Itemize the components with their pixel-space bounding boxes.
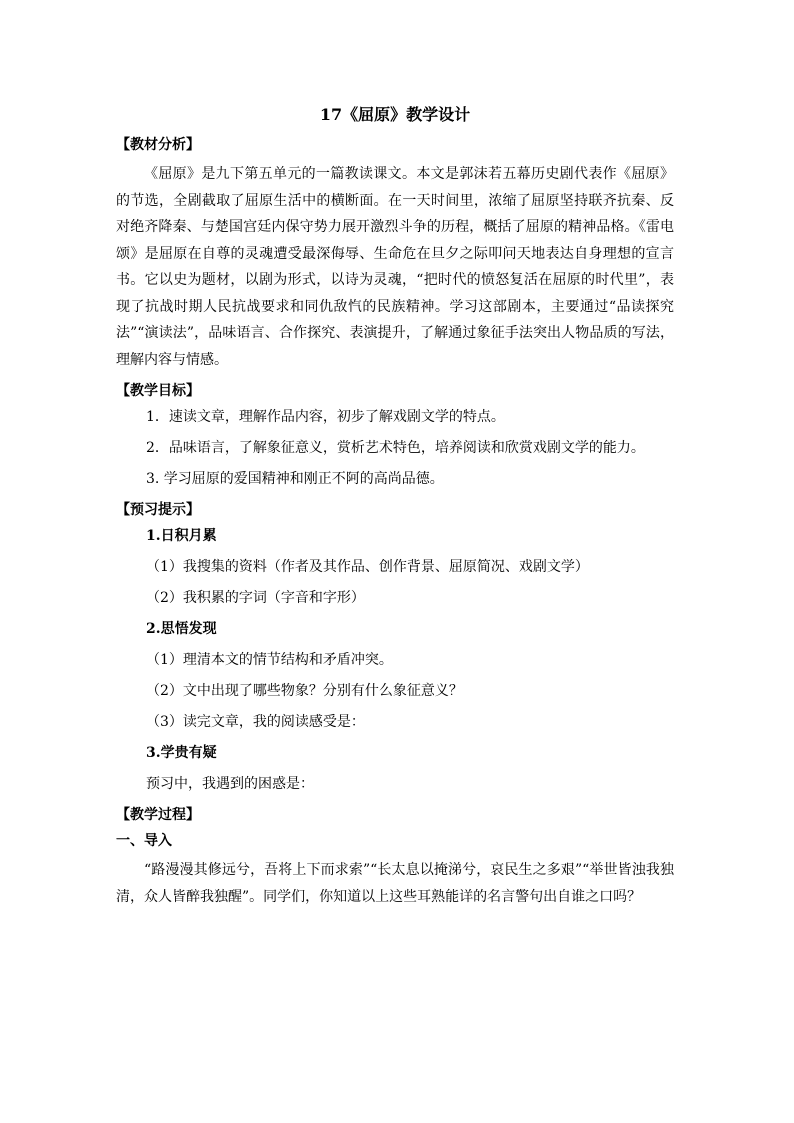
goal-item: 2．品味语言，了解象征意义，赏析艺术特色，培养阅读和欣赏戏剧文学的能力。	[146, 440, 645, 456]
preview-item: （2）文中出现了哪些物象？分别有什么象征意义？	[146, 683, 463, 699]
analysis-paragraph: 《屈原》是九下第五单元的一篇教读课文。本文是郭沫若五幕历史剧代表作《屈原》的节选，全剧截取了屈原生活中的横断面。在一天时间里，浓缩了屈原坚持联齐抗秦、反对绝齐降秦、与楚国宫廷内保守势力展开激烈斗争的历程，概括了屈原的精神品格。《雷电颂》是屈原在自尊的灵魂遭受最深侮辱、生命危在旦夕之际叩问天地表达自身理想的宣言书。它以史为题材，以剧为形式，以诗为灵魂，“把时代的愤怒复活在屈原的时代里”，表现了抗战时期人民抗战要求和同仇敌忾的民族精神。学习这部剧本，主要通过“品读探究法”“演读法”，品味语言、合作探究、表演提升，了解通过象征手法突出人物品质的写法，理解内容与情感。	[116, 166, 674, 368]
section-heading-preview: 【预习提示】	[116, 502, 200, 518]
document-title: 17《屈原》教学设计	[319, 105, 471, 124]
section-heading-analysis: 【教材分析】	[116, 137, 200, 153]
preview-part-title: 3.学贵有疑	[146, 745, 217, 761]
preview-question-text: 预习中，我遇到的困惑是：	[146, 776, 314, 792]
preview-item: （1）我搜集的资料（作者及其作品、创作背景、屈原简况、戏剧文学）	[146, 559, 589, 575]
goal-item: 3. 学习屈原的爱国精神和刚正不阿的高尚品德。	[146, 471, 444, 487]
preview-item: （2）我积累的字词（字音和字形）	[146, 590, 365, 606]
section-heading-goals: 【教学目标】	[116, 383, 200, 399]
preview-item: （3）读完文章，我的阅读感受是：	[146, 714, 365, 730]
preview-part-title: 2.思悟发现	[146, 621, 217, 637]
preview-part-title: 1.日积月累	[146, 528, 217, 544]
process-part-title: 一、导入	[116, 833, 172, 849]
process-intro-paragraph: “路漫漫其修远兮，吾将上下而求索”“长太息以掩涕兮，哀民生之多艰”“举世皆浊我独清，众人皆醉我独醒”。同学们，你知道以上这些耳熟能详的名言警句出自谁之口吗？	[116, 862, 674, 905]
goal-item: 1．速读文章，理解作品内容，初步了解戏剧文学的特点。	[146, 409, 505, 425]
section-heading-process: 【教学过程】	[116, 807, 200, 823]
preview-item: （1）理清本文的情节结构和矛盾冲突。	[146, 652, 393, 668]
